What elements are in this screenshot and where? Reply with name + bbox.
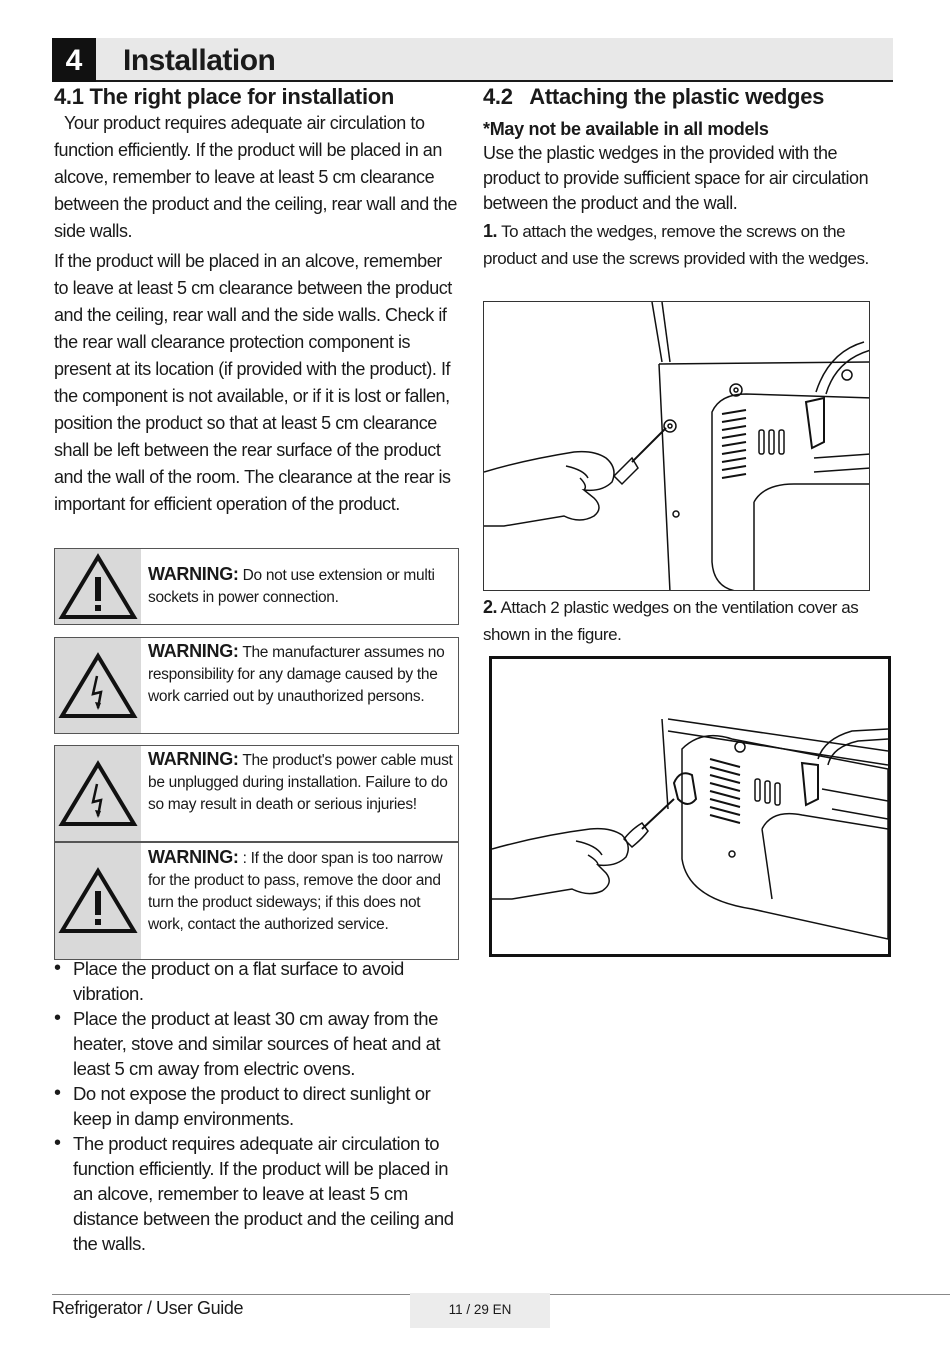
- warning-box: [54, 637, 459, 734]
- warning-text: WARNING: The product's power cable must be unplugged during installation. Failure to do so may result in death or serious injuries!: [148, 749, 453, 813]
- figure-attach-wedges: [489, 656, 891, 957]
- exclamation-warning-icon: [55, 843, 141, 959]
- page-number: 11 / 29 EN: [410, 1293, 550, 1328]
- warning-text: WARNING: The manufacturer assumes no responsibility for any damage caused by the work carried out by unauthorized persons.: [148, 641, 445, 705]
- section-4-2: [483, 84, 893, 272]
- section-4-1-paragraph-2: If the product will be placed in an alcove, remember to leave at least 5 cm clearance between the product and the ceiling, rear wall and the side walls. Check if the rear wall clearance protection component is present at its location (if provided with the product). If the component is not available, or if it is lost or fallen, position the product so that at least 5 cm clearance shall be left between the rear surface of the product and the wall of the room. The clearance at the rear is important for efficient operation of the product.: [54, 251, 452, 514]
- section-4-2-intro: Use the plastic wedges in the provided with the product to provide sufficient space for air circulation between the product and the wall.: [483, 143, 869, 213]
- electric-warning-icon: [55, 638, 141, 733]
- chapter-number: 4: [52, 38, 96, 82]
- warning-box: [54, 745, 459, 842]
- electric-warning-icon: [55, 746, 141, 841]
- warning-text: WARNING: Do not use extension or multi sockets in power connection.: [148, 564, 435, 606]
- list-item: • Do not expose the product to direct sunlight or keep in damp environments.: [54, 1081, 464, 1131]
- warning-box: [54, 548, 459, 625]
- list-item: • Place the product on a flat surface to avoid vibration.: [54, 956, 464, 1006]
- warning-text: WARNING: : If the door span is too narrow for the product to pass, remove the door and turn the product sideways; if this does not work, contact the authorized service.: [148, 847, 443, 933]
- installation-bullet-list: [54, 956, 464, 1256]
- exclamation-warning-icon: [55, 549, 141, 624]
- section-4-1: [54, 84, 459, 518]
- section-4-2-subtitle: *May not be available in all models: [483, 119, 769, 139]
- section-4-1-title: 4.1 The right place for installation: [54, 84, 395, 109]
- section-4-1-paragraph-1: Your product requires adequate air circulation to function efficiently. If the product will be placed in an alcove, remember to leave at least 5 cm clearance between the product and the ceiling, rear wall and the side walls.: [54, 113, 457, 241]
- chapter-title: Installation: [123, 44, 276, 77]
- section-4-2-title: 4.2 Attaching the plastic wedges: [483, 84, 825, 109]
- step-2: 2. Attach 2 plastic wedges on the ventilation cover as shown in the figure.: [483, 597, 859, 644]
- list-item: • Place the product at least 30 cm away from the heater, stove and similar sources of heat and at least 5 cm away from electric ovens.: [54, 1006, 464, 1081]
- figure-remove-screws: [483, 301, 870, 591]
- footer-document-title: Refrigerator / User Guide: [52, 1298, 244, 1318]
- list-item: • The product requires adequate air circulation to function efficiently. If the product will be placed in an alcove, remember to leave at least 5 cm distance between the product and the ceiling and the walls.: [54, 1131, 464, 1256]
- step-1: 1. To attach the wedges, remove the screws on the product and use the screws provided with the wedges.: [483, 221, 869, 268]
- warning-box: [54, 842, 459, 960]
